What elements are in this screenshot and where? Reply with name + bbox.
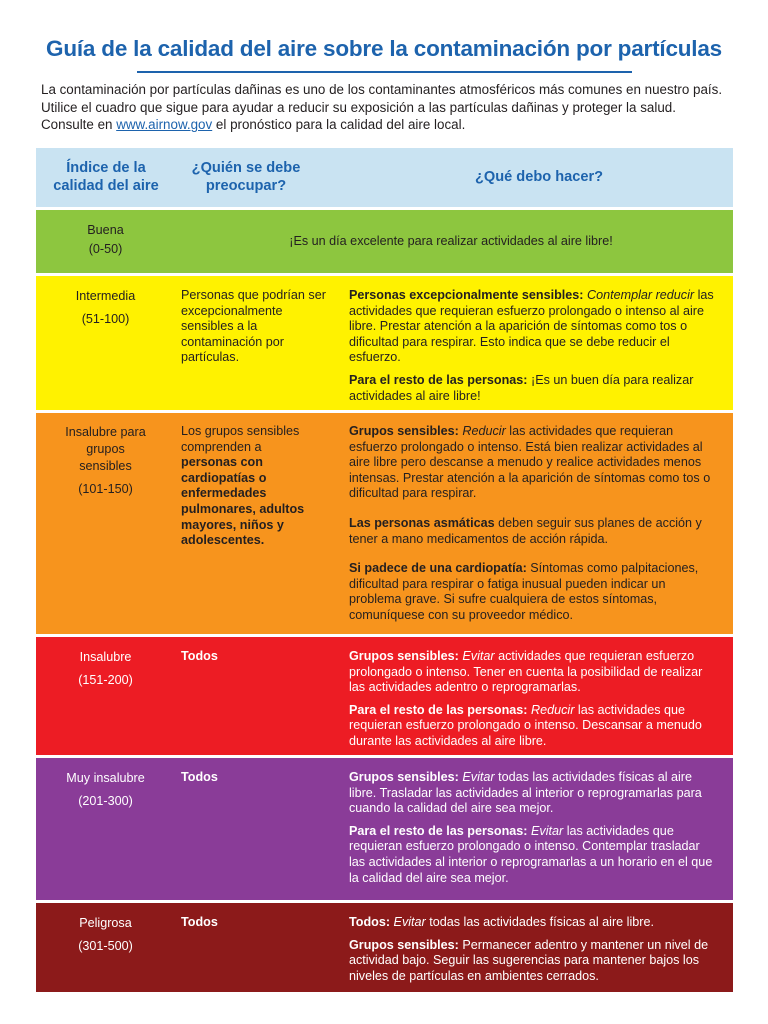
who-cell: Los grupos sensibles comprenden a personas con cardiopatías o enfermedades pulmonares, adultos mayores, niños y adolescentes. [181, 424, 305, 548]
category-range: (51-100) [81, 312, 130, 326]
who-cell: Todos [181, 770, 218, 784]
aqi-category [36, 915, 175, 955]
what-cell [349, 649, 719, 757]
advice-paragraph: Todos: Evitar todas las actividades físicas al aire libre. [349, 915, 654, 929]
aqi-category [36, 424, 175, 498]
category-name: Muy insalubre [66, 771, 145, 785]
who-cell: Personas que podrían ser excepcionalmente sensibles a la contaminación por partículas. [181, 288, 326, 365]
category-name: Insalubre [79, 650, 132, 664]
table-row-unhealthy [36, 637, 733, 755]
page-title: Guía de la calidad del aire sobre la contaminación por partículas [46, 36, 722, 61]
aqi-category [36, 649, 175, 689]
header-what-to-do: ¿Qué debo hacer? [474, 169, 604, 185]
advice-paragraph: Para el resto de las personas: Evitar las actividades que requieran esfuerzo prolongado o intenso. Contemplar trasladar las actividades al interior o reprogramarlas a un horario en el que la calidad del aire sea mejor. [349, 823, 713, 885]
category-range: (101-150) [78, 482, 133, 496]
advice-paragraph: Para el resto de las personas: Reducir las actividades que requieran esfuerzo prolongado o intenso. Descansar a menudo durante las actividades al aire libre. [349, 702, 702, 748]
category-name: Intermedia [75, 289, 136, 303]
who-cell: Todos [181, 915, 218, 929]
advice-paragraph: Para el resto de las personas: ¡Es un buen día para realizar actividades al aire libre! [349, 372, 694, 403]
category-range: (0-50) [88, 242, 123, 256]
aqi-category [36, 288, 175, 328]
aqi-category [36, 222, 175, 258]
category-name: Insalubre para grupos sensibles [65, 425, 146, 473]
what-cell [349, 915, 719, 991]
table-header [36, 148, 733, 207]
table-row-very-unhealthy [36, 758, 733, 900]
advice-paragraph: Personas excepcionalmente sensibles: Contemplar reducir las actividades que requieran esfuerzo prolongado o intenso al aire libre. Prestar atención a la aparición de síntomas como tos o dificultad para respirar. Esto indica que se debe reducir el esfuerzo. [349, 288, 714, 365]
advice-paragraph: Si padece de una cardiopatía: Síntomas como palpitaciones, dificultad para respirar o fatiga inusual pueden indicar un problema grave. Si sufre cualquiera de estos síntomas, comuníquese con su proveedor médico. [349, 561, 699, 622]
category-name: Buena [87, 223, 124, 237]
what-cell [349, 770, 719, 893]
intro-paragraph [41, 81, 731, 134]
advice-paragraph: Grupos sensibles: Evitar todas las actividades físicas al aire libre. Trasladar las actividades al interior o reprogramarlas para cuando la calidad del aire sea mejor. [349, 770, 702, 816]
category-range: (201-300) [78, 794, 133, 808]
airnow-link[interactable]: www.airnow.gov [116, 117, 213, 132]
good-message: ¡Es un día excelente para realizar actividades al aire libre! [289, 234, 613, 248]
table-row-moderate [36, 276, 733, 410]
aqi-guide-table [36, 148, 733, 995]
table-row-usg [36, 413, 733, 634]
aqi-category [36, 770, 175, 810]
table-row-hazardous [36, 903, 733, 992]
table-row-good [36, 210, 733, 273]
what-cell [349, 288, 719, 411]
advice-paragraph: Grupos sensibles: Permanecer adentro y mantener un nivel de actividad bajo. Seguir las sugerencias para mantener bajos los niveles de partículas en ambientes cerrados. [349, 937, 709, 983]
category-name: Peligrosa [79, 916, 132, 930]
header-who: ¿Quién se debe preocupar? [191, 160, 301, 194]
who-cell: Todos [181, 649, 218, 663]
title-divider [137, 71, 632, 73]
intro-text-2: el pronóstico para la calidad del aire local. [212, 117, 466, 132]
what-cell [349, 424, 719, 631]
advice-paragraph: Las personas asmáticas deben seguir sus planes de acción y tener a mano medicamentos de acción rápida. [349, 515, 702, 546]
category-range: (151-200) [78, 673, 133, 687]
category-range: (301-500) [78, 939, 133, 953]
intro-text-1: La contaminación por partículas dañinas es uno de los contaminantes atmosféricos más comunes en nuestro país. Utilice el cuadro que sigue para ayudar a reducir su exposición a las partículas dañinas y proteger la salud. Consulte en [41, 82, 723, 132]
header-aqi-index: Índice de la calidad del aire [53, 160, 159, 194]
advice-paragraph: Grupos sensibles: Reducir las actividades que requieran esfuerzo prolongado o intenso. Está bien realizar actividades al aire libre pero descanse a menudo y realice actividades menos intensas. Prestar atención a la aparición de síntomas como tos o dificultad para respirar. [349, 424, 711, 501]
advice-paragraph: Grupos sensibles: Evitar actividades que requieran esfuerzo prolongado o intenso. Tener en cuenta la posibilidad de realizar las actividades adentro o reprogramarlas. [349, 649, 703, 695]
